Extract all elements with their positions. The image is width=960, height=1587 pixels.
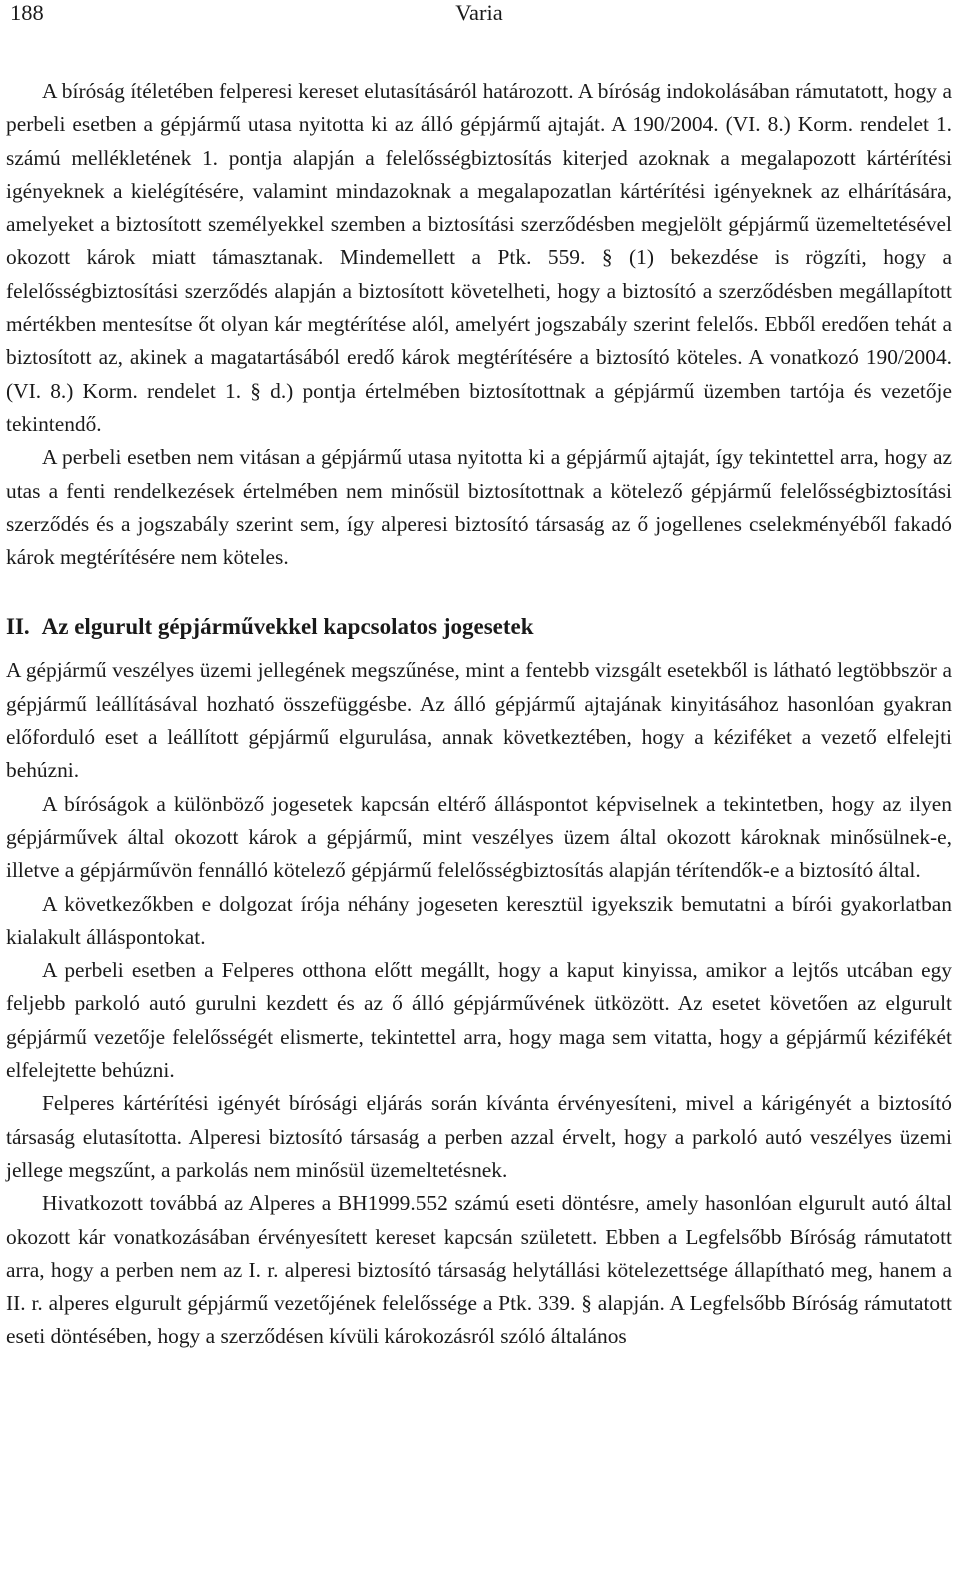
body-paragraph: Hivatkozott továbbá az Alperes a BH1999.552 számú eseti döntésre, amely hasonlóan elgurult autó által okozott kár vonatkozásában érvényesített kereset kapcsán született. Ebben a Legfelsőbb Bíróság rámutatott arra, hogy a perben nem az I. r. alperesi biztosító társaság helytállási kötelezettsége állapítható meg, hanem a II. r. alperes elgurult gépjármű vezetőjének felelőssége a Ptk. 339. § alapján. A Legfelsőbb Bíróság rámutatott eseti döntésében, hogy a szerződésen kívüli károkozásról szóló általános [6, 1191, 952, 1349]
body-paragraph: A következőkben e dolgozat írója néhány jogeseten keresztül igyekszik bemutatni a bírói gyakorlatban kialakult álláspontokat. [6, 891, 952, 949]
body-paragraph: Felperes kártérítési igényét bírósági eljárás során kívánta érvényesíteni, mivel a kárigényét a biztosító társaság elutasította. Alperesi biztosító társaság a perben azzal érvelt, hogy a parkoló autó veszélyes üzemi jellege megszűnt, a parkolás nem minősül üzemeltetésnek. [6, 1091, 952, 1182]
body-paragraph: A perbeli esetben nem vitásan a gépjármű utasa nyitotta ki a gépjármű ajtaját, így tekintettel arra, hogy az utas a fenti rendelkezések értelmében nem minősül biztosítottnak a kötelező gépjármű felelősségbiztosítási szerződés és a jogszabály szerint sem, így alperesi biztosító társaság az ő jogellenes cselekményéből fakadó károk megtérítésére nem köteles. [6, 445, 952, 570]
section-heading [6, 612, 952, 642]
body-section-2 [6, 654, 952, 1353]
running-header-title: Varia [455, 0, 503, 25]
body-paragraph: A gépjármű veszélyes üzemi jellegének megszűnése, mint a fentebb vizsgált esetekből is látható legtöbbször a gépjármű leállításával hozható összefüggésbe. Az álló gépjármű ajtajának kinyitásához hasonlóan gyakran előforduló eset a leállított gépjármű elgurulása, annak következtében, hogy a kéziféket a vezető elfelejti behúzni. [6, 658, 952, 783]
running-header [6, 0, 952, 40]
body-paragraph: A perbeli esetben a Felperes otthona előtt megállt, hogy a kaput kinyissa, amikor a lejtős utcában egy feljebb parkoló autó gurulni kezdett és az ő álló gépjárművének ütközött. Az esetet követően az elgurult gépjármű vezetője felelősségét elismerte, tekintettel arra, hogy maga sem vitatta, hogy a gépjármű kézifékét elfelejtette behúzni. [6, 958, 952, 1083]
document-page [6, 0, 952, 1354]
section-heading-title: Az elgurult gépjárművekkel kapcsolatos jogesetek [41, 614, 534, 640]
body-paragraph: A bíróságok a különböző jogesetek kapcsán eltérő álláspontot képviselnek a tekintetben, hogy az ilyen gépjárművek által okozott károk a gépjármű, mint veszélyes üzem által okozott károknak minősülnek-e, illetve a gépjárművön fennálló kötelező gépjármű felelősségbiztosítás alapján térítendők-e a biztosító által. [6, 791, 952, 883]
section-heading-number: II. [6, 614, 30, 640]
page-number: 188 [10, 0, 44, 25]
body-section-1 [6, 75, 952, 574]
body-paragraph: A bíróság ítéletében felperesi kereset elutasításáról határozott. A bíróság indokolásában rámutatott, hogy a perbeli esetben a gépjármű utasa nyitotta ki az álló gépjármű ajtaját. A 190/2004. (VI. 8.) Korm. rendelet 1. számú mellékletének 1. pontja alapján a felelősségbiztosítás kiterjed azoknak a megalapozott kártérítési igényeknek a kielégítésére, valamint mindazoknak a megalapozatlan kártérítési igényeknek az elhárítására, amelyeket a biztosított személyekkel szemben a biztosítási szerződésben megjelölt gépjármű üzemeltetésével okozott károk miatt támasztanak. Mindemellett a Ptk. 559. § (1) bekezdése is rögzíti, hogy a felelősségbiztosítási szerződés alapján a biztosított követelheti, hogy a biztosító a szerződésben megállapított mértékben mentesítse őt olyan kár megtérítése alól, amelyért jogszabály szerint felelős. Ebből eredően tehát a biztosított az, akinek a magatartásából eredő károk megtérítésére a biztosító köteles. A vonatkozó 190/2004. (VI. 8.) Korm. rendelet 1. § d.) pontja értelmében biztosítottnak a gépjármű üzemben tartója és vezetője tekintendő. [6, 79, 952, 436]
